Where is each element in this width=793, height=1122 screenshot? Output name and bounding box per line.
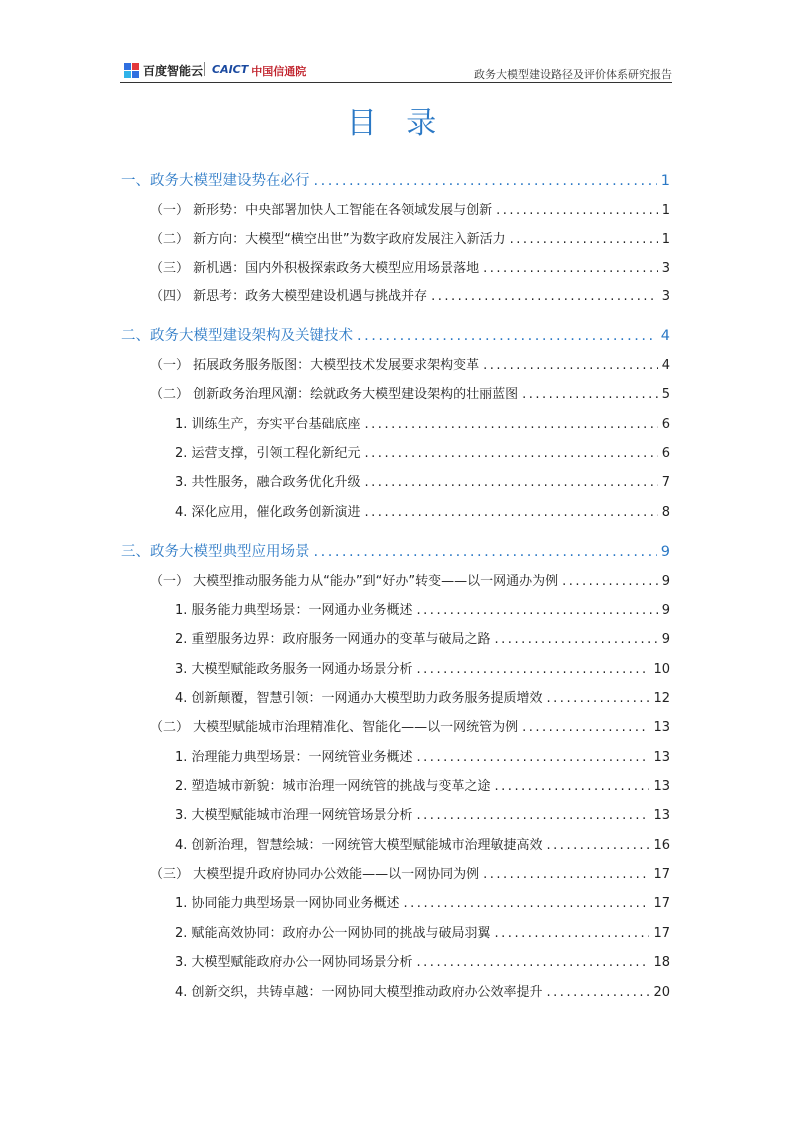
- toc-page-number: 1: [661, 232, 670, 247]
- toc-page-number: 13: [653, 750, 670, 765]
- dot-leader: [562, 574, 658, 589]
- baidu-cube-icon: [124, 63, 139, 78]
- toc-page-number: 17: [653, 867, 670, 882]
- toc-subsection[interactable]: [150, 716, 670, 735]
- toc-entry-text: 1. 服务能力典型场景：一网通办业务概述: [175, 603, 413, 618]
- toc-page-number: 3: [661, 261, 670, 276]
- toc-item[interactable]: [175, 804, 670, 823]
- toc-entry-text: 3. 共性服务，融合政务优化升级: [175, 475, 361, 490]
- dot-leader: [483, 358, 658, 373]
- dot-leader: [417, 750, 650, 765]
- toc-subsection[interactable]: [150, 863, 670, 882]
- toc-entry-text: 1. 训练生产，夯实平台基础底座: [175, 417, 361, 432]
- toc-entry-text: （一） 拓展政务服务版图：大模型技术发展要求架构变革: [150, 358, 480, 373]
- dot-leader: [365, 446, 658, 461]
- toc-item[interactable]: [175, 892, 670, 911]
- toc-item[interactable]: [175, 599, 670, 618]
- dot-leader: [314, 544, 657, 560]
- toc-page-number: 5: [661, 387, 670, 402]
- toc-entry-text: 4. 创新颠覆，智慧引领：一网通办大模型助力政务服务提质增效: [175, 691, 543, 706]
- toc-item[interactable]: [175, 471, 670, 490]
- caict-logo: [212, 63, 306, 79]
- toc-page-number: 1: [661, 203, 670, 218]
- toc-item[interactable]: [175, 981, 670, 1000]
- dot-leader: [365, 505, 658, 520]
- dot-leader: [522, 720, 649, 735]
- toc-item[interactable]: [175, 775, 670, 794]
- dot-leader: [404, 896, 650, 911]
- toc-entry-text: （二） 创新政务治理风潮：绘就政务大模型建设架构的壮丽蓝图: [150, 387, 519, 402]
- toc-entry-text: （一） 新形势：中央部署加快人工智能在各领域发展与创新: [150, 203, 493, 218]
- toc-section-1[interactable]: [121, 169, 670, 190]
- dot-leader: [496, 203, 658, 218]
- toc-entry-text: 二、政务大模型建设架构及关键技术: [121, 328, 353, 344]
- caict-mark: CAICT: [212, 63, 249, 76]
- toc-page-number: 6: [661, 446, 670, 461]
- toc-item[interactable]: [175, 922, 670, 941]
- toc-section-2[interactable]: [121, 324, 670, 345]
- toc-subsection[interactable]: [150, 285, 670, 304]
- toc-subsection[interactable]: [150, 228, 670, 247]
- page-header: [120, 56, 672, 83]
- dot-leader: [357, 328, 657, 344]
- dot-leader: [522, 387, 658, 402]
- toc-item[interactable]: [175, 501, 670, 520]
- dot-leader: [510, 232, 658, 247]
- dot-leader: [547, 838, 650, 853]
- toc-page-number: 9: [660, 544, 670, 560]
- toc-entry-text: （三） 大模型提升政府协同办公效能——以一网协同为例: [150, 867, 480, 882]
- toc-page-number: 10: [653, 662, 670, 677]
- toc-page-number: 13: [653, 808, 670, 823]
- toc-page-number: 12: [653, 691, 670, 706]
- toc-entry-text: （四） 新思考：政务大模型建设机遇与挑战并存: [150, 289, 428, 304]
- toc-entry-text: 2. 赋能高效协同：政府办公一网协同的挑战与破局羽翼: [175, 926, 491, 941]
- toc-page-number: 17: [653, 896, 670, 911]
- toc-page-number: 3: [661, 289, 670, 304]
- toc-item[interactable]: [175, 658, 670, 677]
- dot-leader: [547, 691, 650, 706]
- toc-entry-text: 2. 塑造城市新貌：城市治理一网统管的挑战与变革之途: [175, 779, 491, 794]
- toc-page-number: 13: [653, 779, 670, 794]
- toc-page-number: 8: [661, 505, 670, 520]
- toc-page-number: 6: [661, 417, 670, 432]
- toc-entry-text: 2. 重塑服务边界：政府服务一网通办的变革与破局之路: [175, 632, 491, 647]
- dot-leader: [483, 867, 649, 882]
- toc-item[interactable]: [175, 628, 670, 647]
- toc-entry-text: （三） 新机遇：国内外积极探索政务大模型应用场景落地: [150, 261, 480, 276]
- baidu-logo-text: 百度智能云: [143, 64, 204, 78]
- toc-section-3[interactable]: [121, 540, 670, 561]
- toc-item[interactable]: [175, 746, 670, 765]
- toc-page-number: 13: [653, 720, 670, 735]
- toc-entry-text: （一） 大模型推动服务能力从“能办”到“好办”转变——以一网通办为例: [150, 574, 559, 589]
- toc-entry-text: 3. 大模型赋能城市治理一网统管场景分析: [175, 808, 413, 823]
- dot-leader: [314, 173, 657, 189]
- toc-page-number: 9: [661, 574, 670, 589]
- toc-item[interactable]: [175, 834, 670, 853]
- toc-subsection[interactable]: [150, 383, 670, 402]
- toc-entry-text: （二） 大模型赋能城市治理精准化、智能化——以一网统管为例: [150, 720, 519, 735]
- toc-page-number: 1: [660, 173, 670, 189]
- toc-entry-text: （二） 新方向：大模型“横空出世”为数字政府发展注入新活力: [150, 232, 506, 247]
- toc-entry-text: 4. 创新交织，共铸卓越：一网协同大模型推动政府办公效率提升: [175, 985, 543, 1000]
- caict-name: 中国信通院: [251, 65, 307, 78]
- dot-leader: [417, 603, 658, 618]
- dot-leader: [495, 926, 650, 941]
- toc-page-number: 9: [661, 603, 670, 618]
- dot-leader: [547, 985, 650, 1000]
- baidu-cloud-logo: [124, 62, 203, 79]
- toc-item[interactable]: [175, 442, 670, 461]
- dot-leader: [417, 955, 650, 970]
- toc-item[interactable]: [175, 687, 670, 706]
- toc-subsection[interactable]: [150, 199, 670, 218]
- toc-entry-text: 4. 深化应用，催化政务创新演进: [175, 505, 361, 520]
- dot-leader: [365, 417, 658, 432]
- toc-entry-text: 2. 运营支撑，引领工程化新纪元: [175, 446, 361, 461]
- toc-subsection[interactable]: [150, 354, 670, 373]
- toc-entry-text: 3. 大模型赋能政务服务一网通办场景分析: [175, 662, 413, 677]
- toc-page-number: 4: [660, 328, 670, 344]
- toc-item[interactable]: [175, 951, 670, 970]
- dot-leader: [417, 808, 650, 823]
- report-title: 政务大模型建设路径及评价体系研究报告: [474, 68, 672, 81]
- toc-title: 目 录: [346, 106, 447, 141]
- dot-leader: [483, 261, 658, 276]
- toc-subsection[interactable]: [150, 570, 670, 589]
- dot-leader: [495, 779, 650, 794]
- toc-page-number: 4: [661, 358, 670, 373]
- logo-divider: [204, 62, 205, 76]
- toc-page-number: 16: [653, 838, 670, 853]
- toc-entry-text: 1. 治理能力典型场景：一网统管业务概述: [175, 750, 413, 765]
- toc-entry-text: 3. 大模型赋能政府办公一网协同场景分析: [175, 955, 413, 970]
- toc-entry-text: 4. 创新治理，智慧绘城：一网统管大模型赋能城市治理敏捷高效: [175, 838, 543, 853]
- toc-page-number: 18: [653, 955, 670, 970]
- toc-page-number: 20: [653, 985, 670, 1000]
- toc-page-number: 7: [661, 475, 670, 490]
- toc-subsection[interactable]: [150, 257, 670, 276]
- dot-leader: [365, 475, 658, 490]
- toc-page-number: 9: [661, 632, 670, 647]
- toc-entry-text: 1. 协同能力典型场景一网协同业务概述: [175, 896, 400, 911]
- dot-leader: [495, 632, 658, 647]
- dot-leader: [431, 289, 658, 304]
- toc-item[interactable]: [175, 413, 670, 432]
- toc-entry-text: 一、政务大模型建设势在必行: [121, 173, 310, 189]
- toc-entry-text: 三、政务大模型典型应用场景: [121, 544, 310, 560]
- dot-leader: [417, 662, 650, 677]
- toc-page-number: 17: [653, 926, 670, 941]
